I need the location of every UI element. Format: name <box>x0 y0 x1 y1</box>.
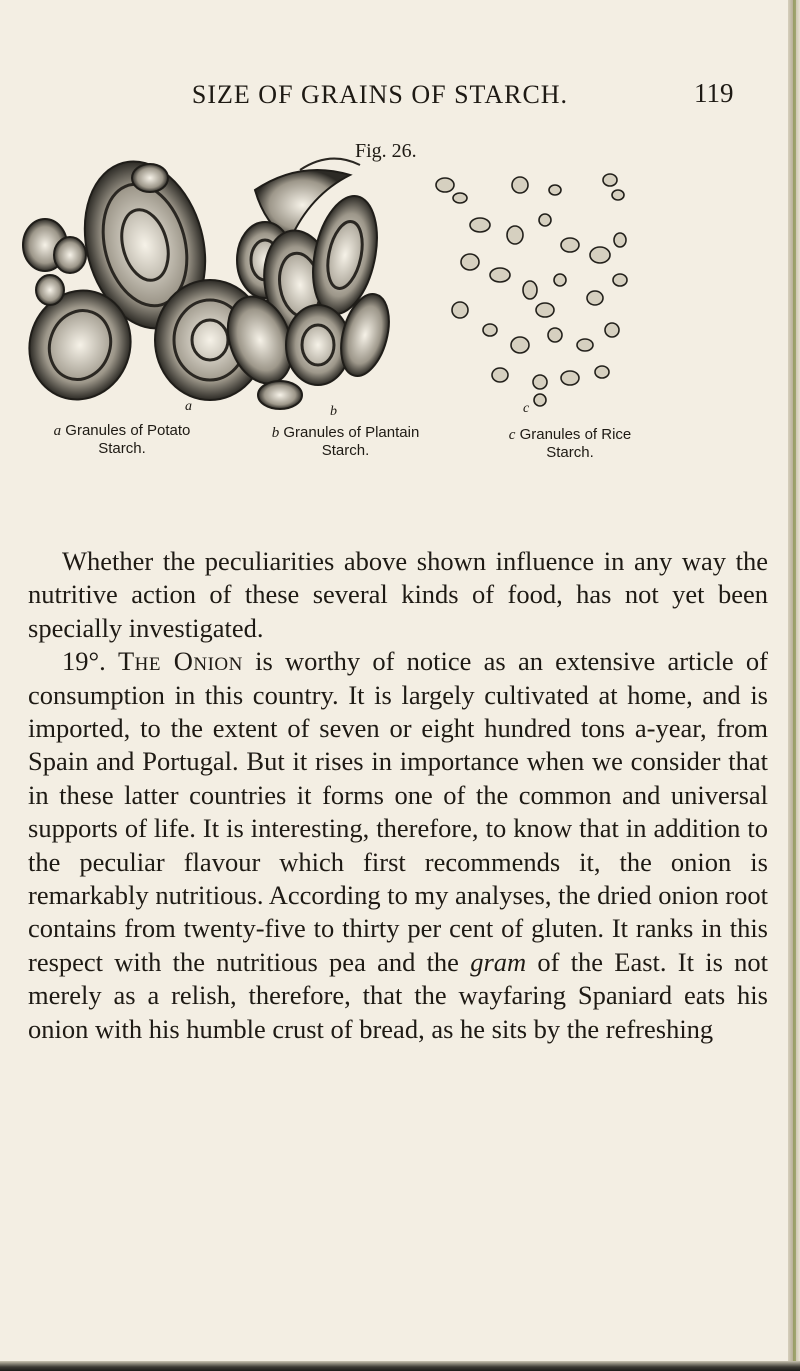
running-title: SIZE OF GRAINS OF STARCH. <box>191 80 569 109</box>
caption-c-line1: Granules of Rice <box>519 426 632 443</box>
caption-b-line2: Starch. <box>321 442 370 459</box>
page-bottom-edge <box>0 1361 800 1371</box>
page-number: 119 <box>694 78 734 108</box>
panel-letter-a: a <box>185 399 192 414</box>
caption-c <box>470 426 670 462</box>
paragraph-1: Whether the peculiarities above shown influence in any way the nutritive action of these several kinds of food, has not yet been specially investigated. <box>28 546 768 643</box>
caption-a <box>22 422 222 458</box>
figure-illustration <box>0 0 800 420</box>
panel-letter-c: c <box>523 401 530 416</box>
caption-b <box>238 424 453 460</box>
section-number: 19°. <box>62 646 106 677</box>
caption-b-letter: b <box>271 425 280 441</box>
paragraph-2 <box>28 645 768 1046</box>
caption-a-line1: Granules of Potato <box>65 422 191 439</box>
page-edge-tint <box>793 0 796 1371</box>
caption-c-letter: c <box>508 427 516 443</box>
paragraph-2-text-b: of the East. It is not merely as a relish, therefore, that the wayfaring Spaniard eats his onion with his humble crust of bread, as he sits by the refreshing <box>28 946 768 1044</box>
potato-starch-panel <box>14 148 265 414</box>
panel-letter-b: b <box>330 404 337 419</box>
caption-a-letter: a <box>53 423 62 439</box>
figure-title: Fig. 26. <box>355 140 417 162</box>
body-text <box>28 545 768 1046</box>
rice-starch-panel <box>436 174 627 406</box>
plantain-starch-panel <box>216 159 397 409</box>
caption-a-line2: Starch. <box>98 440 146 457</box>
caption-c-line2: Starch. <box>546 444 594 461</box>
section-heading: The Onion <box>117 646 243 677</box>
paragraph-2-text-a: is worthy of notice as an extensive article of consumption in this country. It is largely cultivated at home, and is imported, to the extent of seven or eight hundred tons a-year, from Spain and Portugal. But it rises in importance when we consider that in these latter countries it forms one of the common and universal supports of life. It is interesting, therefore, to know that in addition to the peculiar flavour which first recommends it, the onion is remarkably nutritious. According to my analyses, the dried onion root contains from twenty-five to thirty per cent of gluten. It ranks in this respect with the nutritious pea and the <box>28 646 769 977</box>
caption-b-line1: Granules of Plantain <box>283 424 420 441</box>
italic-term: gram <box>470 946 527 977</box>
